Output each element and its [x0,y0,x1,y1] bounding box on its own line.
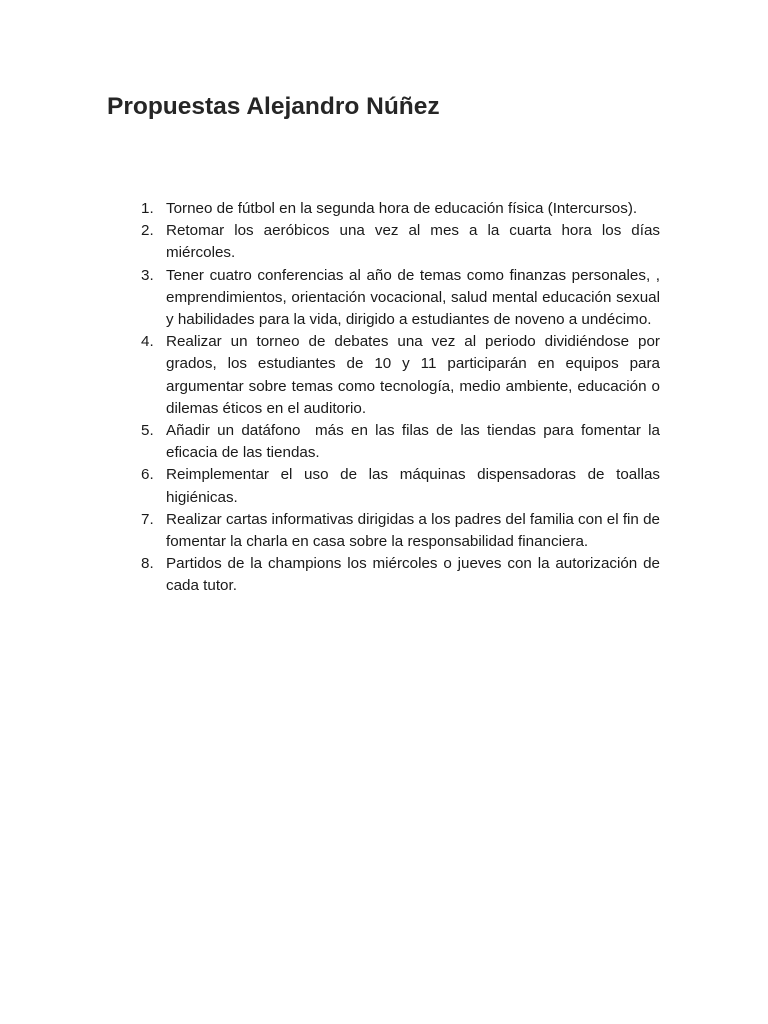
list-item-number: 5. [141,422,154,440]
list-item-number: 4. [141,333,154,351]
list-item [141,331,660,420]
list-item [141,220,660,264]
list-item-text: Partidos de la champions los miércoles o jueves con la autorización de cada tutor. [166,555,660,595]
list-item-text: Retomar los aeróbicos una vez al mes a la cuarta hora los días miércoles. [166,222,660,262]
list-item [141,198,660,220]
list-item [141,265,660,332]
list-item-text: Reimplementar el uso de las máquinas dispensadoras de toallas higiénicas. [166,466,660,506]
list-item [141,420,665,464]
proposal-list [141,198,665,598]
list-item-text: Realizar cartas informativas dirigidas a los padres del familia con el fin de fomentar la charla en casa sobre la responsabilidad financiera. [166,510,660,551]
page-title: Propuestas Alejandro Núñez [107,93,440,120]
list-item-text: Realizar un torneo de debates una vez al periodo dividiéndose por grados, los estudiantes de 10 y 11 participarán en equipos para argumentar sobre temas como tecnología, medio ambiente, educación o dilemas éticos en el auditorio. [166,333,660,417]
list-item [141,553,660,597]
list-item-number: 6. [141,466,154,484]
list-item-number: 2. [141,222,154,240]
list-item-number: 1. [141,200,154,217]
list-item-text: Torneo de fútbol en la segunda hora de educación física (Intercursos). [166,200,638,217]
list-item-text: Añadir un datáfono más en las filas de las tiendas para fomentar la eficacia de las tiendas. [166,422,665,462]
list-item-number: 3. [141,266,154,284]
list-item-number: 7. [141,510,154,528]
list-item [141,464,660,508]
list-item-text: Tener cuatro conferencias al año de temas como finanzas personales, , emprendimientos, orientación vocacional, salud mental educación sexual y habilidades para la vida, dirigido a estudiantes de noveno a undécimo. [166,266,660,329]
list-item [141,509,660,553]
list-item-number: 8. [141,555,154,573]
